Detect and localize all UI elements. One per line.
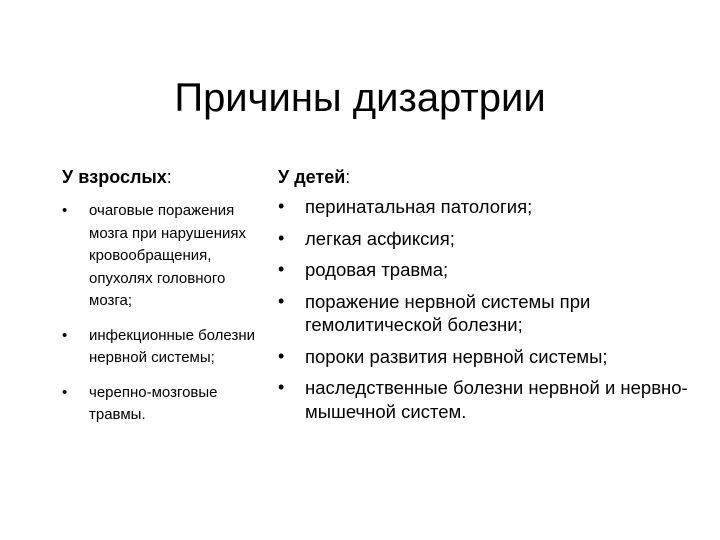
bullet-icon: • <box>278 227 285 248</box>
children-item-text: родовая травма; <box>305 259 449 280</box>
bullet-icon: • <box>278 259 285 279</box>
children-item-text: легкая асфиксия; <box>305 227 455 249</box>
adults-heading <box>62 164 267 190</box>
adults-item-text: инфекционные болезни нервной системы; <box>89 326 255 366</box>
children-list-item <box>278 290 698 337</box>
slide-title: Причины дизартрии <box>174 76 546 120</box>
adults-item-text: очаговые поражения мозга при нарушениях кровообращения, опухолях головного мозга; <box>89 202 246 309</box>
children-item-text: пороки развития нервной системы; <box>305 345 608 367</box>
bullet-icon: • <box>62 202 68 219</box>
children-heading-text: У детей <box>278 167 346 187</box>
adults-heading-text: У взрослых <box>62 167 167 187</box>
children-list-item <box>278 376 698 423</box>
bullet-icon: • <box>62 383 68 401</box>
children-heading-colon: : <box>345 167 351 187</box>
children-list-item <box>278 195 698 219</box>
bullet-icon: • <box>278 345 285 366</box>
adults-column <box>62 164 267 439</box>
adults-list-item <box>62 325 267 370</box>
children-list-item <box>278 258 698 282</box>
bullet-icon: • <box>278 377 285 397</box>
bullet-icon: • <box>278 290 285 311</box>
adults-item-text: черепно-мозговые травмы. <box>89 383 218 423</box>
adults-heading-colon: : <box>166 167 172 187</box>
adults-list-item <box>62 382 267 427</box>
adults-list-item <box>62 200 267 313</box>
children-heading <box>278 164 698 190</box>
children-item-text: перинатальная патология; <box>305 196 533 217</box>
children-column <box>278 164 698 431</box>
children-list-item <box>278 345 698 369</box>
bullet-icon: • <box>278 196 285 216</box>
children-item-text: наследственные болезни нервной и нервно-мышечной систем. <box>305 377 688 422</box>
children-list-item <box>278 227 698 251</box>
children-item-text: поражение нервной системы при гемолитической болезни; <box>305 290 591 335</box>
bullet-icon: • <box>62 326 68 344</box>
children-list <box>278 195 698 423</box>
adults-list <box>62 200 267 427</box>
